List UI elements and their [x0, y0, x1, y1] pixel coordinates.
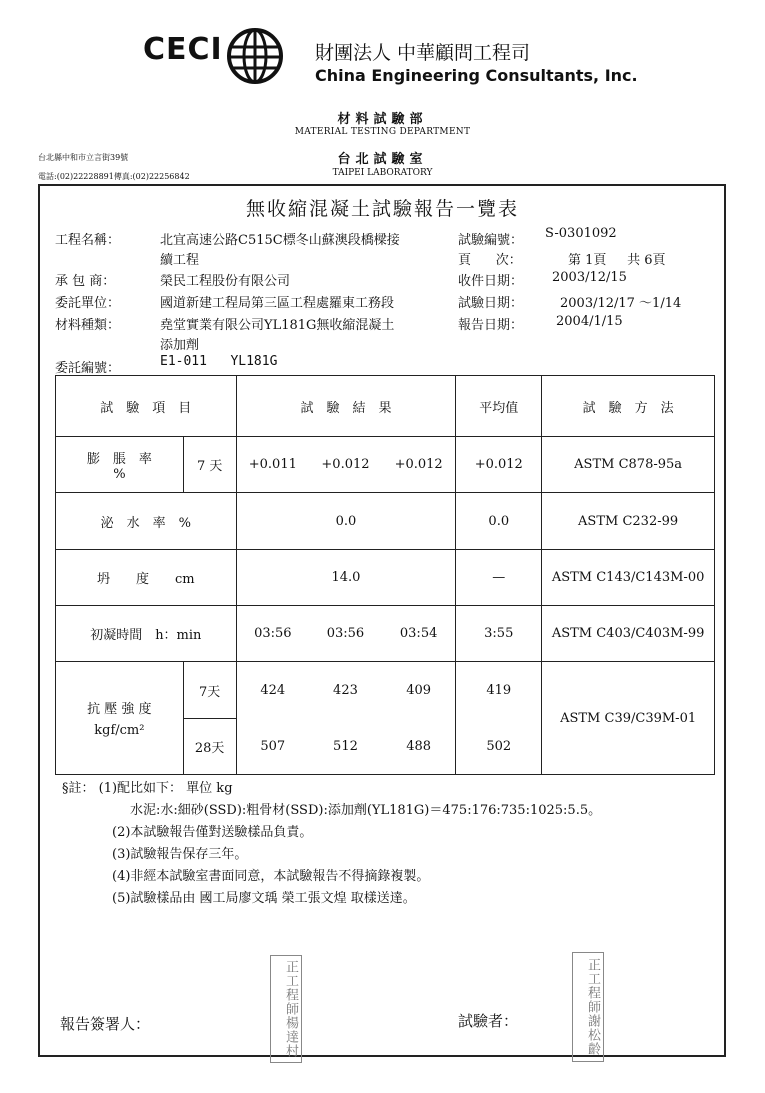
compressive-unit: kgf/cm²	[94, 723, 145, 738]
header-result: 試 驗 結 果	[236, 376, 456, 437]
table-row-expansion	[56, 437, 715, 493]
table-header-row	[56, 376, 715, 437]
table-row-bleeding	[56, 493, 715, 550]
header-item: 試 驗 項 目	[56, 376, 237, 437]
compressive-label-text: 抗 壓 強 度	[87, 702, 152, 717]
slump-result: 14.0	[236, 550, 456, 606]
expansion-label-text: 膨 脹 率	[86, 451, 152, 467]
note-1-mix: 水泥:水:細砂(SSD):粗骨材(SSD):添加劑(YL181G)＝475:176:735:1025:5.5。	[130, 803, 602, 818]
laboratory-en: TAIPEI LABORATORY	[332, 168, 433, 178]
page-value: 第 1頁 共 6頁	[568, 253, 666, 268]
compressive-28-average: 502	[456, 719, 542, 775]
tester-stamp: 正工程師謝松齡	[572, 952, 604, 1062]
table-row-setting	[56, 606, 715, 662]
tester-label: 試驗者：	[458, 1012, 519, 1030]
page-label: 頁 次：	[458, 253, 522, 268]
note-1: §註： (1)配比如下： 單位 kg	[62, 781, 233, 796]
signer-stamp: 正工程師楊達村	[270, 955, 302, 1063]
compressive-label	[56, 662, 184, 775]
bleeding-method: ASTM C232-99	[542, 493, 715, 550]
setting-average: 3:55	[456, 606, 542, 662]
compressive-7-result-3: 409	[382, 662, 456, 719]
department-en: MATERIAL TESTING DEPARTMENT	[294, 127, 471, 137]
note-5: (5)試驗樣品由 國工局廖文瑀 榮工張文煌 取樣送達。	[112, 891, 416, 906]
slump-method: ASTM C143/C143M-00	[542, 550, 715, 606]
setting-result-1: 03:56	[236, 606, 309, 662]
client-value: 國道新建工程局第三區工程處羅東工務段	[160, 296, 395, 311]
address: 台北縣中和市立言街39號	[38, 153, 129, 162]
setting-method: ASTM C403/C403M-99	[542, 606, 715, 662]
report-date-label: 報告日期：	[458, 318, 524, 333]
bleeding-average: 0.0	[456, 493, 542, 550]
project-value-cont: 續工程	[160, 253, 200, 268]
department-cn: 材料試驗部	[337, 112, 428, 127]
expansion-label	[56, 437, 184, 493]
header-average: 平均值	[456, 376, 542, 437]
compressive-7-average: 419	[456, 662, 542, 719]
contractor-label: 承 包 商：	[55, 274, 116, 289]
bleeding-result: 0.0	[236, 493, 456, 550]
material-value-cont: 添加劑	[160, 338, 200, 353]
company-logo-text: CECI	[143, 32, 223, 67]
setting-result-2: 03:56	[309, 606, 382, 662]
compressive-7-result-2: 423	[309, 662, 382, 719]
received-label: 收件日期：	[458, 274, 524, 289]
expansion-unit: %	[113, 466, 126, 482]
expansion-result-2: +0.012	[309, 437, 382, 493]
note-4: (4)非經本試驗室書面同意，本試驗報告不得摘錄複製。	[112, 869, 430, 884]
client-label: 委託單位：	[55, 296, 121, 311]
compressive-28-result-3: 488	[382, 719, 456, 775]
compressive-age-7: 7天	[183, 662, 236, 719]
header-method: 試 驗 方 法	[542, 376, 715, 437]
compressive-7-result-1: 424	[236, 662, 309, 719]
notes-section	[62, 778, 601, 910]
expansion-result-3: +0.012	[382, 437, 456, 493]
commission-label: 委託編號：	[55, 361, 121, 376]
expansion-result-1: +0.011	[236, 437, 309, 493]
bleeding-label: 泌 水 率 %	[56, 493, 237, 550]
contractor-value: 榮民工程股份有限公司	[160, 274, 291, 289]
slump-average: —	[456, 550, 542, 606]
material-label: 材料種類：	[55, 318, 121, 333]
compressive-age-28: 28天	[183, 719, 236, 775]
table-row-slump	[56, 550, 715, 606]
setting-result-3: 03:54	[382, 606, 456, 662]
test-no-value: S-0301092	[545, 226, 617, 241]
globe-logo-icon	[226, 27, 284, 85]
project-label: 工程名稱：	[55, 233, 121, 248]
test-no-label: 試驗編號：	[458, 233, 524, 248]
report-title: 無收縮混凝土試驗報告一覽表	[245, 198, 519, 220]
received-value: 2003/12/15	[552, 270, 627, 285]
results-table	[55, 375, 715, 775]
table-row-compressive-7	[56, 662, 715, 719]
note-2: (2)本試驗報告僅對送驗樣品負責。	[112, 825, 313, 840]
note-3: (3)試驗報告保存三年。	[112, 847, 248, 862]
signer-label: 報告簽署人：	[60, 1015, 151, 1033]
slump-label: 坍 度 cm	[56, 550, 237, 606]
expansion-method: ASTM C878-95a	[542, 437, 715, 493]
expansion-age: 7 天	[183, 437, 236, 493]
expansion-average: +0.012	[456, 437, 542, 493]
report-date-value: 2004/1/15	[556, 314, 623, 329]
compressive-28-result-2: 512	[309, 719, 382, 775]
test-date-value: 2003/12/17 ～1/14	[560, 296, 682, 311]
material-value: 堯堂實業有限公司YL181G無收縮混凝土	[160, 318, 395, 333]
test-date-label: 試驗日期：	[458, 296, 524, 311]
phone-fax: 電話:(02)22228891傳真:(02)22256842	[38, 172, 190, 181]
compressive-28-result-1: 507	[236, 719, 309, 775]
project-value: 北宜高速公路C515C標冬山蘇澳段橋樑接	[160, 233, 400, 248]
laboratory-cn: 台北試驗室	[337, 152, 428, 167]
setting-label: 初凝時間 h：min	[56, 606, 237, 662]
company-name-en: China Engineering Consultants, Inc.	[315, 66, 638, 85]
company-name-cn: 財團法人 中華顧問工程司	[315, 42, 531, 64]
compressive-method: ASTM C39/C39M-01	[542, 662, 715, 775]
commission-value: E1-011 YL181G	[160, 354, 278, 369]
